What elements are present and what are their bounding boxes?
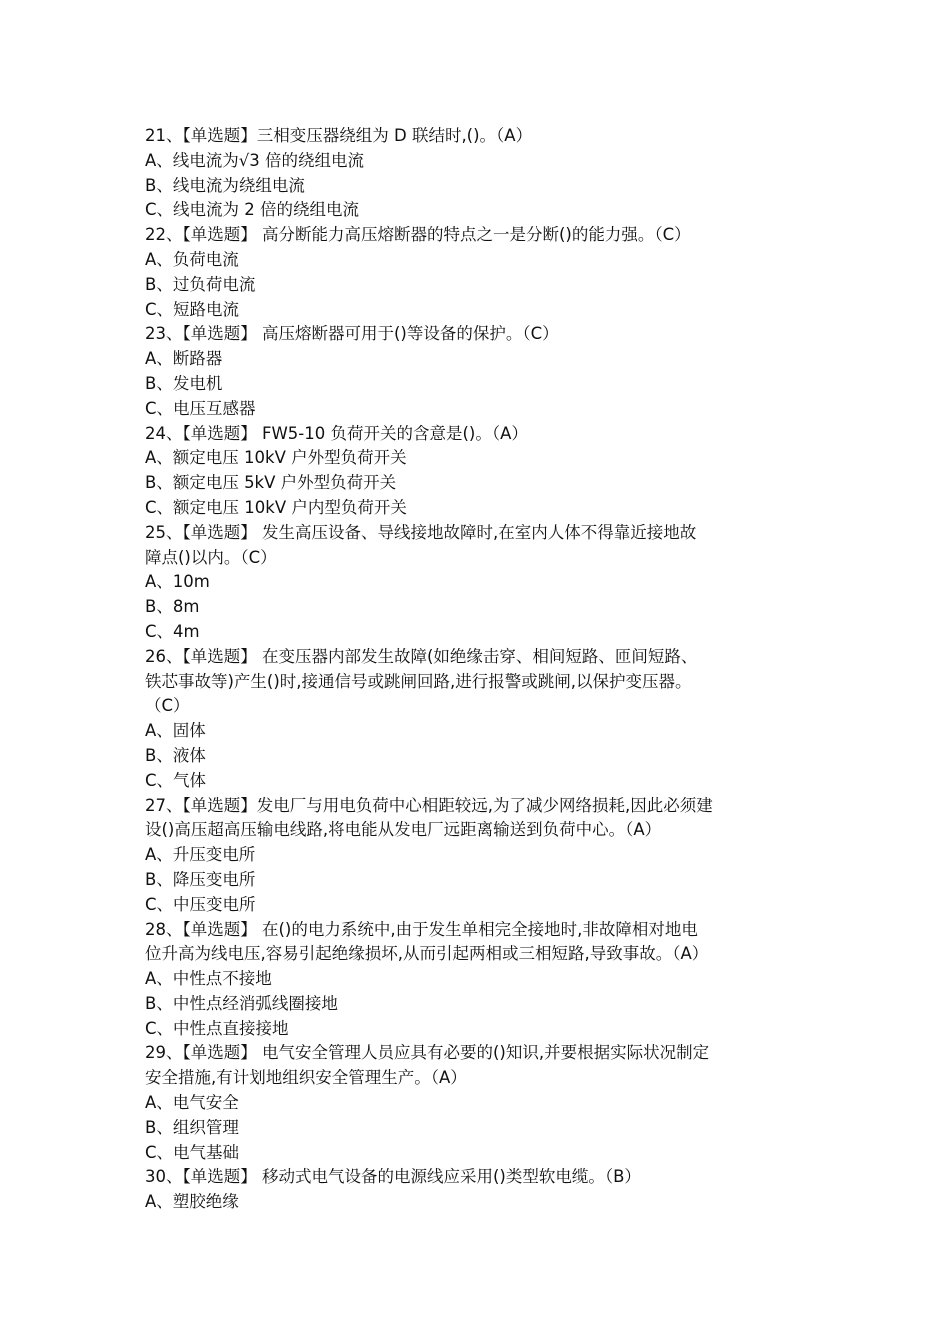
question-stem: 22、【单选题】 高分断能力高压熔断器的特点之一是分断()的能力强。（C） — [145, 225, 691, 245]
question-22 — [145, 223, 810, 322]
option-a: A、固体 — [145, 721, 206, 741]
option-a: A、塑胶绝缘 — [145, 1192, 239, 1212]
option-b: B、降压变电所 — [145, 869, 256, 889]
question-stem: 27、【单选题】发电厂与用电负荷中心相距较远,为了减少网络损耗,因此必须建 — [145, 795, 713, 815]
question-stem: 28、【单选题】 在()的电力系统中,由于发生单相完全接地时,非故障相对地电 — [145, 919, 698, 939]
option-a: A、升压变电所 — [145, 845, 256, 865]
question-25 — [145, 521, 810, 645]
question-30 — [145, 1165, 810, 1215]
option-c: C、气体 — [145, 770, 207, 790]
question-stem: 26、【单选题】 在变压器内部发生故障(如绝缘击穿、相间短路、匝间短路、 — [145, 646, 698, 666]
option-c: C、短路电流 — [145, 299, 240, 319]
option-a: A、额定电压 10kV 户外型负荷开关 — [145, 448, 407, 468]
option-c: C、中性点直接接地 — [145, 1018, 289, 1038]
option-b: B、线电流为绕组电流 — [145, 175, 305, 195]
question-27 — [145, 794, 810, 918]
question-list — [145, 124, 810, 1215]
option-b: B、过负荷电流 — [145, 274, 256, 294]
option-c: C、电气基础 — [145, 1142, 240, 1162]
option-a: A、负荷电流 — [145, 249, 239, 269]
question-stem-cont: 位升高为线电压,容易引起绝缘损坏,从而引起两相或三相短路,导致事故。（A） — [145, 944, 709, 964]
question-28 — [145, 918, 810, 1042]
question-29 — [145, 1041, 810, 1165]
option-c: C、线电流为 2 倍的绕组电流 — [145, 200, 360, 220]
question-21 — [145, 124, 810, 223]
option-c: C、4m — [145, 621, 200, 641]
question-stem: 23、【单选题】 高压熔断器可用于()等设备的保护。（C） — [145, 324, 559, 344]
question-stem-cont: 铁芯事故等)产生()时,接通信号或跳闸回路,进行报警或跳闸,以保护变压器。 — [145, 671, 692, 691]
option-a: A、线电流为√3 倍的绕组电流 — [145, 150, 365, 170]
option-a: A、中性点不接地 — [145, 969, 272, 989]
question-stem: 25、【单选题】 发生高压设备、导线接地故障时,在室内人体不得靠近接地故 — [145, 522, 697, 542]
option-c: C、电压互感器 — [145, 398, 256, 418]
question-stem-cont: 设()高压超高压输电线路,将电能从发电厂远距离输送到负荷中心。（A） — [145, 820, 662, 840]
option-b: B、液体 — [145, 745, 206, 765]
question-stem: 24、【单选题】 FW5-10 负荷开关的含意是()。（A） — [145, 423, 528, 443]
option-b: B、组织管理 — [145, 1117, 239, 1137]
option-a: A、10m — [145, 572, 210, 592]
question-23 — [145, 322, 810, 421]
question-answer: （C） — [145, 696, 190, 716]
option-b: B、额定电压 5kV 户外型负荷开关 — [145, 473, 397, 493]
option-c: C、额定电压 10kV 户内型负荷开关 — [145, 497, 407, 517]
question-26 — [145, 645, 810, 794]
option-b: B、8m — [145, 597, 200, 617]
question-stem: 30、【单选题】 移动式电气设备的电源线应采用()类型软电缆。（B） — [145, 1167, 641, 1187]
question-stem-cont: 安全措施,有计划地组织安全管理生产。（A） — [145, 1068, 467, 1088]
option-c: C、中压变电所 — [145, 894, 256, 914]
option-a: A、电气安全 — [145, 1093, 239, 1113]
question-stem: 29、【单选题】 电气安全管理人员应具有必要的()知识,并要根据实际状况制定 — [145, 1043, 710, 1063]
option-a: A、断路器 — [145, 349, 223, 369]
question-stem: 21、【单选题】三相变压器绕组为 D 联结时,()。（A） — [145, 126, 533, 145]
option-b: B、发电机 — [145, 373, 223, 393]
option-b: B、中性点经消弧线圈接地 — [145, 993, 338, 1013]
question-stem-cont: 障点()以内。（C） — [145, 547, 277, 567]
question-24 — [145, 422, 810, 521]
